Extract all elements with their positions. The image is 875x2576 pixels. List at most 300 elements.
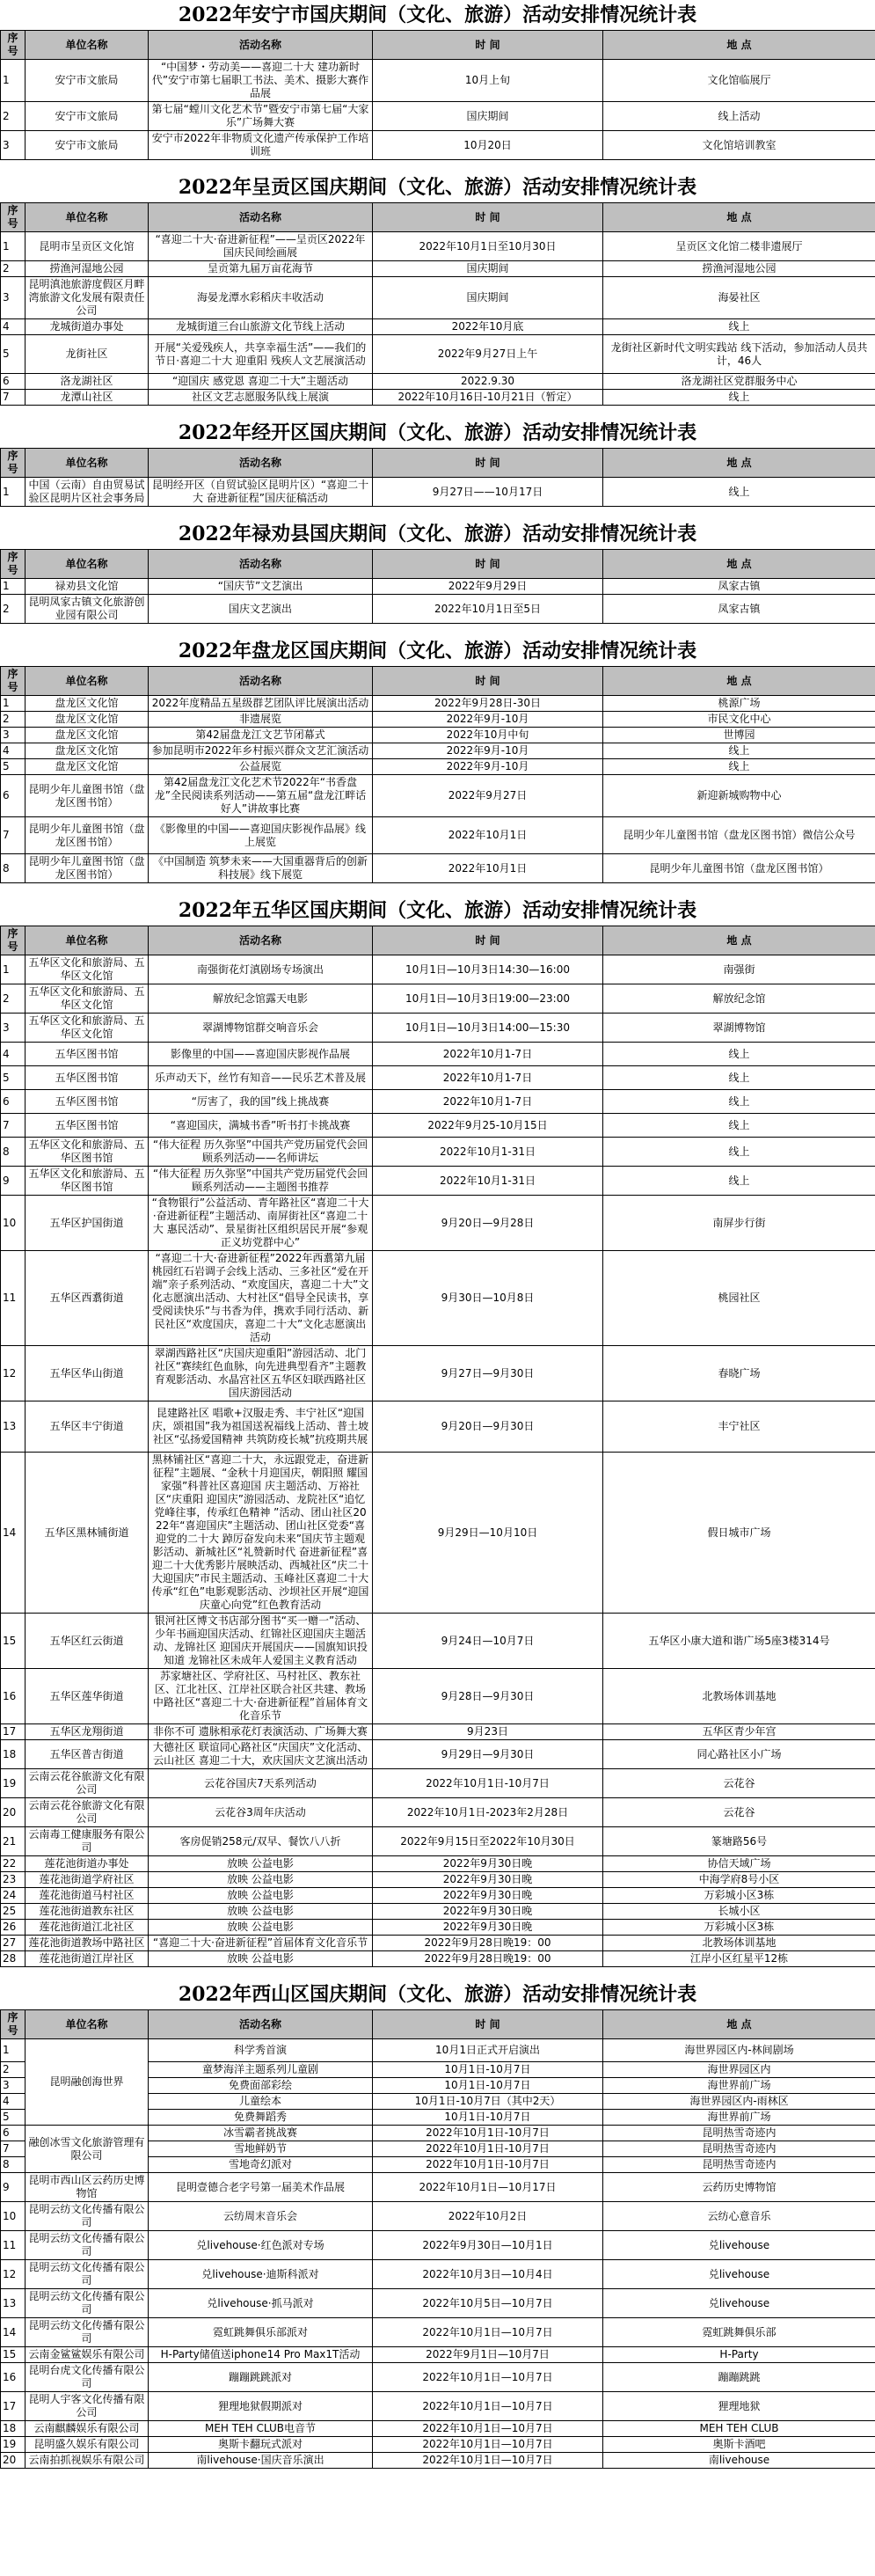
table-row bbox=[1, 1401, 875, 1453]
cell-unit: 安宁市文旅局 bbox=[26, 60, 149, 102]
table-row bbox=[1, 1167, 875, 1196]
cell-no: 11 bbox=[1, 1251, 26, 1346]
header-no: 序号 bbox=[1, 926, 26, 955]
header-place: 地 点 bbox=[603, 2010, 875, 2039]
cell-place: 长城小区 bbox=[603, 1904, 875, 1920]
cell-no: 1 bbox=[1, 478, 26, 507]
cell-activity: 放映 公益电影 bbox=[149, 1920, 373, 1936]
table-row bbox=[1, 2363, 875, 2392]
cell-no: 11 bbox=[1, 2231, 26, 2260]
table-row bbox=[1, 1888, 875, 1904]
cell-activity: H-Party储值送iphone14 Pro Max1T活动 bbox=[149, 2347, 373, 2363]
header-no: 序号 bbox=[1, 667, 26, 696]
header-place: 地 点 bbox=[603, 550, 875, 579]
cell-unit: 五华区文化和旅游局、五华区文化馆 bbox=[26, 984, 149, 1014]
cell-no: 6 bbox=[1, 2126, 26, 2141]
cell-time: 2022年9月30日晚 bbox=[373, 1904, 603, 1920]
cell-time: 2022年9月-10月 bbox=[373, 712, 603, 728]
cell-time: 2022.9.30 bbox=[373, 374, 603, 390]
cell-place: 同心路社区小广场 bbox=[603, 1740, 875, 1769]
cell-no: 7 bbox=[1, 390, 26, 406]
table-row bbox=[1, 1724, 875, 1740]
cell-place: 海世界园区内 bbox=[603, 2062, 875, 2078]
header-time: 时 间 bbox=[373, 31, 603, 60]
header-unit: 单位名称 bbox=[26, 926, 149, 955]
header-activity: 活动名称 bbox=[149, 203, 373, 232]
header-place: 地 点 bbox=[603, 926, 875, 955]
table-row bbox=[1, 1114, 875, 1138]
cell-time: 2022年9月27日 bbox=[373, 775, 603, 817]
cell-unit: 昆明凤家古镇文化旅游创业园有限公司 bbox=[26, 595, 149, 624]
cell-place: 协信天域广场 bbox=[603, 1856, 875, 1872]
cell-place: 五华区青少年宫 bbox=[603, 1724, 875, 1740]
cell-place: 昆明少年儿童图书馆（盘龙区图书馆） bbox=[603, 854, 875, 883]
cell-activity: “伟大征程 历久弥坚”中国共产党历届党代会回顾系列活动——主题图书推荐 bbox=[149, 1167, 373, 1196]
table-header-row bbox=[1, 550, 875, 579]
table-row bbox=[1, 335, 875, 374]
cell-activity: 云花谷3周年庆活动 bbox=[149, 1798, 373, 1827]
cell-time: 2022年9月28日晚19：00 bbox=[373, 1936, 603, 1951]
header-time: 时 间 bbox=[373, 667, 603, 696]
cell-no: 16 bbox=[1, 2363, 26, 2392]
cell-place: 线上 bbox=[603, 478, 875, 507]
table-header-row bbox=[1, 31, 875, 60]
cell-no: 18 bbox=[1, 2421, 26, 2437]
cell-activity: 奥斯卡翻玩式派对 bbox=[149, 2437, 373, 2453]
cell-place: 兑livehouse bbox=[603, 2289, 875, 2318]
cell-unit: 云南拍抓视娱乐有限公司 bbox=[26, 2453, 149, 2469]
cell-no: 24 bbox=[1, 1888, 26, 1904]
table-row bbox=[1, 232, 875, 261]
cell-time: 2022年10月1日—10月7日 bbox=[373, 2453, 603, 2469]
cell-no: 1 bbox=[1, 60, 26, 102]
table-row bbox=[1, 1453, 875, 1614]
cell-place: 霓虹跳舞俱乐部 bbox=[603, 2318, 875, 2347]
cell-no: 7 bbox=[1, 817, 26, 854]
table-row bbox=[1, 712, 875, 728]
table-row bbox=[1, 2202, 875, 2231]
cell-unit: 五华区图书馆 bbox=[26, 1043, 149, 1066]
cell-unit: 昆明滇池旅游度假区月畔湾旅游文化发展有限责任公司 bbox=[26, 277, 149, 319]
cell-time: 9月28日—9月30日 bbox=[373, 1669, 603, 1724]
cell-no: 17 bbox=[1, 1724, 26, 1740]
cell-no: 5 bbox=[1, 1066, 26, 1090]
cell-time: 2022年10月1日-10月7日 bbox=[373, 2157, 603, 2173]
cell-activity: 儿童绘本 bbox=[149, 2094, 373, 2110]
cell-activity: 昆明壹德合老字号第一届美术作品展 bbox=[149, 2173, 373, 2202]
cell-time: 2022年10月5日—10月7日 bbox=[373, 2289, 603, 2318]
cell-time: 2022年10月1-7日 bbox=[373, 1090, 603, 1114]
cell-time: 2022年9月-10月 bbox=[373, 759, 603, 775]
cell-place: 云药历史博物馆 bbox=[603, 2173, 875, 2202]
cell-place: 线上 bbox=[603, 1138, 875, 1167]
cell-place: 假日城市广场 bbox=[603, 1453, 875, 1614]
cell-activity: 客房促销258元/双早、餐饮八八折 bbox=[149, 1827, 373, 1856]
cell-time: 2022年10月1日—10月7日 bbox=[373, 2318, 603, 2347]
cell-place: 丰宁社区 bbox=[603, 1401, 875, 1453]
table-row bbox=[1, 2173, 875, 2202]
table-row bbox=[1, 696, 875, 712]
header-place: 地 点 bbox=[603, 31, 875, 60]
cell-activity: 雪地鲜奶节 bbox=[149, 2141, 373, 2157]
cell-activity: “喜迎二十大·奋进新征程”首届体育文化音乐节 bbox=[149, 1936, 373, 1951]
header-time: 时 间 bbox=[373, 926, 603, 955]
table-row bbox=[1, 1798, 875, 1827]
cell-time: 9月23日 bbox=[373, 1724, 603, 1740]
cell-place: 北教场体训基地 bbox=[603, 1669, 875, 1724]
cell-place: 新迎新城购物中心 bbox=[603, 775, 875, 817]
cell-time: 2022年10月1-7日 bbox=[373, 1066, 603, 1090]
cell-place: 蹦蹦跳跳 bbox=[603, 2363, 875, 2392]
cell-place: 海世界园区内-雨林区 bbox=[603, 2094, 875, 2110]
cell-place: 南强街 bbox=[603, 955, 875, 984]
cell-time: 2022年9月25-10月15日 bbox=[373, 1114, 603, 1138]
activity-table bbox=[0, 2009, 875, 2469]
cell-unit: 五华区华山街道 bbox=[26, 1346, 149, 1401]
cell-activity: 云纺周末音乐会 bbox=[149, 2202, 373, 2231]
section-title: 2022年盘龙区国庆期间（文化、旅游）活动安排情况统计表 bbox=[178, 640, 697, 662]
cell-activity: 兑livehouse·抓马派对 bbox=[149, 2289, 373, 2318]
cell-place: 文化馆培训教室 bbox=[603, 131, 875, 160]
cell-unit: 昆明盛久娱乐有限公司 bbox=[26, 2437, 149, 2453]
cell-no: 5 bbox=[1, 2110, 26, 2126]
cell-place: 线上 bbox=[603, 1114, 875, 1138]
cell-place: 文化馆临展厅 bbox=[603, 60, 875, 102]
cell-unit: 融创冰雪文化旅游管理有限公司 bbox=[26, 2126, 149, 2173]
cell-activity: “喜迎二十大·奋进新征程”2022年西翥第九届桃园红石岩调子会线上活动、三多社区“爱在开端”亲子系列活动、“欢度国庆，喜迎二十大”文化志愿演出活动、大村社区“倡导全民读书，享受阅读快乐”与书香为伴，携欢手同行活动、新民社区“欢度国庆，喜迎二十大”文化志愿演出活动 bbox=[149, 1251, 373, 1346]
cell-no: 19 bbox=[1, 2437, 26, 2453]
cell-activity: 非你不可 遗脉相承花灯表演活动、广场舞大赛 bbox=[149, 1724, 373, 1740]
cell-activity: 兑livehouse·迪斯科派对 bbox=[149, 2260, 373, 2289]
cell-time: 2022年10月1-31日 bbox=[373, 1167, 603, 1196]
cell-no: 5 bbox=[1, 759, 26, 775]
cell-place: 桃园社区 bbox=[603, 1251, 875, 1346]
header-time: 时 间 bbox=[373, 449, 603, 478]
cell-activity: 放映 公益电影 bbox=[149, 1872, 373, 1888]
header-no: 序号 bbox=[1, 449, 26, 478]
cell-time: 2022年9月30日—10月1日 bbox=[373, 2231, 603, 2260]
cell-unit: 五华区文化和旅游局、五华区图书馆 bbox=[26, 1138, 149, 1167]
table-row bbox=[1, 2231, 875, 2260]
cell-no: 25 bbox=[1, 1904, 26, 1920]
table-row bbox=[1, 775, 875, 817]
header-activity: 活动名称 bbox=[149, 449, 373, 478]
cell-place: 昆明热雪奇迹内 bbox=[603, 2126, 875, 2141]
cell-no: 8 bbox=[1, 2157, 26, 2173]
cell-no: 1 bbox=[1, 696, 26, 712]
table-row bbox=[1, 2126, 875, 2141]
cell-time: 10月1日正式开启演出 bbox=[373, 2039, 603, 2062]
cell-place: 龙街社区新时代文明实践站 线下活动，参加活动人员共计，46人 bbox=[603, 335, 875, 374]
cell-unit: 莲花池街道马村社区 bbox=[26, 1888, 149, 1904]
cell-unit: 昆明市呈贡区文化馆 bbox=[26, 232, 149, 261]
table-row bbox=[1, 1138, 875, 1167]
cell-time: 10月上旬 bbox=[373, 60, 603, 102]
header-activity: 活动名称 bbox=[149, 667, 373, 696]
cell-unit: 五华区普吉街道 bbox=[26, 1740, 149, 1769]
table-row bbox=[1, 1740, 875, 1769]
cell-unit: 莲花池街道办事处 bbox=[26, 1856, 149, 1872]
cell-no: 8 bbox=[1, 1138, 26, 1167]
cell-time: 10月1日-10月7日 bbox=[373, 2062, 603, 2078]
cell-activity: 童梦海洋主题系列儿童剧 bbox=[149, 2062, 373, 2078]
cell-time: 2022年10月1-7日 bbox=[373, 1043, 603, 1066]
cell-no: 18 bbox=[1, 1740, 26, 1769]
cell-activity: 放映 公益电影 bbox=[149, 1951, 373, 1967]
table-row bbox=[1, 817, 875, 854]
header-activity: 活动名称 bbox=[149, 926, 373, 955]
table-row bbox=[1, 2260, 875, 2289]
cell-place: 江岸小区红星平12栋 bbox=[603, 1951, 875, 1967]
cell-activity: 科学秀首演 bbox=[149, 2039, 373, 2062]
cell-place: 海世界园区内-林间剧场 bbox=[603, 2039, 875, 2062]
cell-no: 2 bbox=[1, 595, 26, 624]
section-6 bbox=[0, 1980, 875, 2469]
cell-no: 22 bbox=[1, 1856, 26, 1872]
cell-time: 2022年10月2日 bbox=[373, 2202, 603, 2231]
cell-activity: 免费面部彩绘 bbox=[149, 2078, 373, 2094]
cell-activity: 解放纪念馆露天电影 bbox=[149, 984, 373, 1014]
table-row bbox=[1, 1196, 875, 1251]
cell-no: 14 bbox=[1, 2318, 26, 2347]
cell-time: 2022年9月29日 bbox=[373, 579, 603, 595]
table-row bbox=[1, 102, 875, 131]
cell-unit: 五华区西翥街道 bbox=[26, 1251, 149, 1346]
cell-activity: 黑林铺社区“喜迎二十大，永远跟党走，奋进新征程”主题展、“金秋十月迎国庆，朝阳照 耀国家强”科普社区喜迎国 庆主题活动、万裕社区“庆重阳 迎国庆”游园活动、龙院社区“追忆党峰往事，传承红色精神 ”活动、团山社区2022年“喜迎国庆”主题活动、团山社区党委“喜迎党的二十大 踔厉奋发向未来”国庆节主题观影活动、新城社区“礼赞新时代 奋进新征程”喜迎二十大优秀影片展映活动、西城社区“庆二十大迎国庆”市民主题活动、玉峰社区喜迎二十大 传承“红色”电影观影活动、沙坝社区开展“迎国庆童心向党”红色教育活动 bbox=[149, 1453, 373, 1614]
cell-unit: 昆明市西山区云药历史博物馆 bbox=[26, 2173, 149, 2202]
cell-activity: 放映 公益电影 bbox=[149, 1888, 373, 1904]
table-row bbox=[1, 984, 875, 1014]
section-0 bbox=[0, 0, 875, 160]
cell-unit: 昆明云纺文化传播有限公司 bbox=[26, 2289, 149, 2318]
cell-no: 10 bbox=[1, 1196, 26, 1251]
cell-no: 10 bbox=[1, 2202, 26, 2231]
header-unit: 单位名称 bbox=[26, 550, 149, 579]
section-title: 2022年禄劝县国庆期间（文化、旅游）活动安排情况统计表 bbox=[178, 523, 697, 545]
cell-unit: 莲花池街道教东社区 bbox=[26, 1904, 149, 1920]
cell-activity: 影像里的中国——喜迎国庆影视作品展 bbox=[149, 1043, 373, 1066]
cell-no: 5 bbox=[1, 335, 26, 374]
cell-time: 9月27日——10月17日 bbox=[373, 478, 603, 507]
cell-unit: 昆明少年儿童图书馆（盘龙区图书馆） bbox=[26, 817, 149, 854]
cell-activity: “厉害了，我的国”线上挑战赛 bbox=[149, 1090, 373, 1114]
cell-no: 20 bbox=[1, 2453, 26, 2469]
cell-no: 3 bbox=[1, 1014, 26, 1043]
table-row bbox=[1, 1827, 875, 1856]
cell-activity: 银河社区博文书店部分图书“买一赠一”活动、少年书画迎国庆活动、红锦社区迎国庆主题活动、龙锦社区 迎国庆开展国庆——国旗知识投知道 龙锦社区未成年人爱国主义教育活动 bbox=[149, 1614, 373, 1669]
cell-unit: 中国（云南）自由贸易试验区昆明片区社会事务局 bbox=[26, 478, 149, 507]
cell-unit: 五华区图书馆 bbox=[26, 1114, 149, 1138]
cell-time: 9月24日—10月7日 bbox=[373, 1614, 603, 1669]
cell-activity: 放映 公益电影 bbox=[149, 1904, 373, 1920]
cell-time: 2022年9月-10月 bbox=[373, 743, 603, 759]
cell-no: 6 bbox=[1, 374, 26, 390]
cell-activity: 第七届“螳川文化艺术节”暨安宁市第七届“大家乐”广场舞大赛 bbox=[149, 102, 373, 131]
cell-place: 万彩城小区3栋 bbox=[603, 1920, 875, 1936]
cell-time: 2022年9月30日晚 bbox=[373, 1920, 603, 1936]
cell-time: 9月20日—9月28日 bbox=[373, 1196, 603, 1251]
cell-unit: 莲花池街道江北社区 bbox=[26, 1920, 149, 1936]
table-row bbox=[1, 1856, 875, 1872]
table-row bbox=[1, 131, 875, 160]
header-no: 序号 bbox=[1, 31, 26, 60]
cell-activity: 《中国制造 筑梦未来——大国重器背后的创新科技展》线下展览 bbox=[149, 854, 373, 883]
table-row bbox=[1, 595, 875, 624]
cell-unit: 盘龙区文化馆 bbox=[26, 743, 149, 759]
cell-activity: 大德社区 联谊同心路社区“庆国庆”文化活动、云山社区 喜迎二十大，欢庆国庆文艺演出活动 bbox=[149, 1740, 373, 1769]
cell-unit: 昆明云纺文化传播有限公司 bbox=[26, 2202, 149, 2231]
header-time: 时 间 bbox=[373, 203, 603, 232]
section-2 bbox=[0, 418, 875, 507]
activity-table bbox=[0, 448, 875, 507]
section-4 bbox=[0, 636, 875, 883]
cell-no: 15 bbox=[1, 1614, 26, 1669]
section-gap bbox=[0, 507, 875, 519]
cell-unit: 昆明融创海世界 bbox=[26, 2039, 149, 2126]
cell-no: 3 bbox=[1, 277, 26, 319]
cell-no: 2 bbox=[1, 984, 26, 1014]
cell-no: 19 bbox=[1, 1769, 26, 1798]
header-place: 地 点 bbox=[603, 203, 875, 232]
cell-no: 16 bbox=[1, 1669, 26, 1724]
cell-time: 9月27日—9月30日 bbox=[373, 1346, 603, 1401]
table-row bbox=[1, 1090, 875, 1114]
cell-unit: 云南麒麟娱乐有限公司 bbox=[26, 2421, 149, 2437]
cell-activity: 翠湖西路社区“庆国庆迎重阳”游园活动、北门社区“赛续红色血脉，向先进典型看齐”主题教育观影活动、水晶宫社区五华区妇联西路社区国庆游园活动 bbox=[149, 1346, 373, 1401]
cell-time: 国庆期间 bbox=[373, 102, 603, 131]
cell-unit: 昆明少年儿童图书馆（盘龙区图书馆） bbox=[26, 775, 149, 817]
cell-activity: 国庆文艺演出 bbox=[149, 595, 373, 624]
header-time: 时 间 bbox=[373, 2010, 603, 2039]
cell-no: 14 bbox=[1, 1453, 26, 1614]
cell-activity: 社区文艺志愿服务队线上展演 bbox=[149, 390, 373, 406]
cell-activity: 翠湖博物馆群交响音乐会 bbox=[149, 1014, 373, 1043]
cell-activity: 第42届盘龙江文化艺术节2022年“书香盘龙”全民阅读系列活动——第五届“盘龙江畔话好人”讲故事比赛 bbox=[149, 775, 373, 817]
table-row bbox=[1, 2453, 875, 2469]
table-header-row bbox=[1, 2010, 875, 2039]
header-no: 序号 bbox=[1, 550, 26, 579]
cell-unit: 龙街社区 bbox=[26, 335, 149, 374]
cell-time: 10月1日-10月7日（其中2天） bbox=[373, 2094, 603, 2110]
cell-activity: 非遗展览 bbox=[149, 712, 373, 728]
cell-activity: “食物银行”公益活动、青年路社区“喜迎二十大·奋进新征程”主题活动、南屏街社区“喜迎二十大 惠民活动”、景星街社区组织居民开展“参观正义坊党群中心” bbox=[149, 1196, 373, 1251]
cell-time: 2022年10月1日至5日 bbox=[373, 595, 603, 624]
cell-unit: 云南云花谷旅游文化有限公司 bbox=[26, 1798, 149, 1827]
cell-place: 兑livehouse bbox=[603, 2231, 875, 2260]
cell-no: 2 bbox=[1, 712, 26, 728]
section-title: 2022年西山区国庆期间（文化、旅游）活动安排情况统计表 bbox=[178, 1983, 697, 2006]
section-title: 2022年经开区国庆期间（文化、旅游）活动安排情况统计表 bbox=[178, 421, 697, 444]
section-gap bbox=[0, 624, 875, 636]
cell-activity: 呈贡第九届万亩花海节 bbox=[149, 261, 373, 277]
cell-no: 7 bbox=[1, 1114, 26, 1138]
cell-time: 2022年10月1日-2023年2月28日 bbox=[373, 1798, 603, 1827]
cell-unit: 莲花池街道教场中路社区 bbox=[26, 1936, 149, 1951]
cell-activity: 放映 公益电影 bbox=[149, 1856, 373, 1872]
header-unit: 单位名称 bbox=[26, 449, 149, 478]
cell-no: 8 bbox=[1, 854, 26, 883]
cell-no: 4 bbox=[1, 319, 26, 335]
cell-time: 10月1日-10月7日 bbox=[373, 2078, 603, 2094]
table-row bbox=[1, 60, 875, 102]
activity-table bbox=[0, 30, 875, 160]
cell-unit: 五华区图书馆 bbox=[26, 1090, 149, 1114]
cell-place: 线上 bbox=[603, 1167, 875, 1196]
cell-unit: 莲花池街道学府社区 bbox=[26, 1872, 149, 1888]
table-row bbox=[1, 1066, 875, 1090]
cell-time: 2022年9月30日晚 bbox=[373, 1872, 603, 1888]
table-row bbox=[1, 1043, 875, 1066]
cell-unit: 盘龙区文化馆 bbox=[26, 696, 149, 712]
activity-table bbox=[0, 549, 875, 624]
cell-time: 9月30日—10月8日 bbox=[373, 1251, 603, 1346]
header-activity: 活动名称 bbox=[149, 2010, 373, 2039]
cell-no: 13 bbox=[1, 1401, 26, 1453]
section-title: 2022年呈贡区国庆期间（文化、旅游）活动安排情况统计表 bbox=[178, 176, 697, 199]
cell-place: 昆明热雪奇迹内 bbox=[603, 2141, 875, 2157]
table-row bbox=[1, 277, 875, 319]
cell-place: 昆明少年儿童图书馆（盘龙区图书馆）微信公众号 bbox=[603, 817, 875, 854]
cell-activity: 狸理地狱假期派对 bbox=[149, 2392, 373, 2421]
cell-activity: 参加昆明市2022年乡村振兴群众文艺汇演活动 bbox=[149, 743, 373, 759]
table-row bbox=[1, 759, 875, 775]
cell-place: 线上活动 bbox=[603, 102, 875, 131]
cell-place: 线上 bbox=[603, 743, 875, 759]
cell-activity: 南强街花灯滇剧场专场演出 bbox=[149, 955, 373, 984]
cell-time: 2022年10月1日-10月7日 bbox=[373, 2141, 603, 2157]
table-header-row bbox=[1, 203, 875, 232]
header-activity: 活动名称 bbox=[149, 550, 373, 579]
cell-time: 10月20日 bbox=[373, 131, 603, 160]
header-activity: 活动名称 bbox=[149, 31, 373, 60]
cell-activity: “喜迎国庆，满城书香”听书打卡挑战赛 bbox=[149, 1114, 373, 1138]
cell-time: 9月29日—9月30日 bbox=[373, 1740, 603, 1769]
cell-activity: 公益展览 bbox=[149, 759, 373, 775]
cell-place: 呈贡区文化馆二楼非遗展厅 bbox=[603, 232, 875, 261]
cell-unit: 安宁市文旅局 bbox=[26, 131, 149, 160]
cell-place: 云花谷 bbox=[603, 1769, 875, 1798]
cell-activity: 开展“关爱残疾人，共享幸福生活”——我们的节日·喜迎二十大 迎重阳 残疾人文艺展演活动 bbox=[149, 335, 373, 374]
cell-place: 凤家古镇 bbox=[603, 579, 875, 595]
activity-table bbox=[0, 926, 875, 1967]
table-row bbox=[1, 319, 875, 335]
cell-no: 27 bbox=[1, 1936, 26, 1951]
cell-time: 国庆期间 bbox=[373, 277, 603, 319]
section-gap bbox=[0, 406, 875, 418]
cell-activity: 第42届盘龙江文艺节闭幕式 bbox=[149, 728, 373, 743]
cell-unit: 昆明云纺文化传播有限公司 bbox=[26, 2318, 149, 2347]
cell-place: MEH TEH CLUB bbox=[603, 2421, 875, 2437]
header-unit: 单位名称 bbox=[26, 2010, 149, 2039]
cell-time: 2022年10月16日-10月21日（暂定） bbox=[373, 390, 603, 406]
cell-unit: 禄劝县文化馆 bbox=[26, 579, 149, 595]
cell-no: 3 bbox=[1, 131, 26, 160]
section-1 bbox=[0, 172, 875, 406]
table-row bbox=[1, 1014, 875, 1043]
cell-unit: 云南金鲨鲨娱乐有限公司 bbox=[26, 2347, 149, 2363]
cell-time: 2022年10月1日—10月17日 bbox=[373, 2173, 603, 2202]
cell-place: 线上 bbox=[603, 319, 875, 335]
cell-time: 2022年10月1日—10月7日 bbox=[373, 2437, 603, 2453]
cell-activity: 雪地奇幻派对 bbox=[149, 2157, 373, 2173]
table-row bbox=[1, 854, 875, 883]
cell-unit: 五华区龙翔街道 bbox=[26, 1724, 149, 1740]
cell-place: 翠湖博物馆 bbox=[603, 1014, 875, 1043]
table-row bbox=[1, 2318, 875, 2347]
cell-place: 市民文化中心 bbox=[603, 712, 875, 728]
header-unit: 单位名称 bbox=[26, 667, 149, 696]
cell-activity: 乐声动天下，丝竹有知音——民乐艺术普及展 bbox=[149, 1066, 373, 1090]
